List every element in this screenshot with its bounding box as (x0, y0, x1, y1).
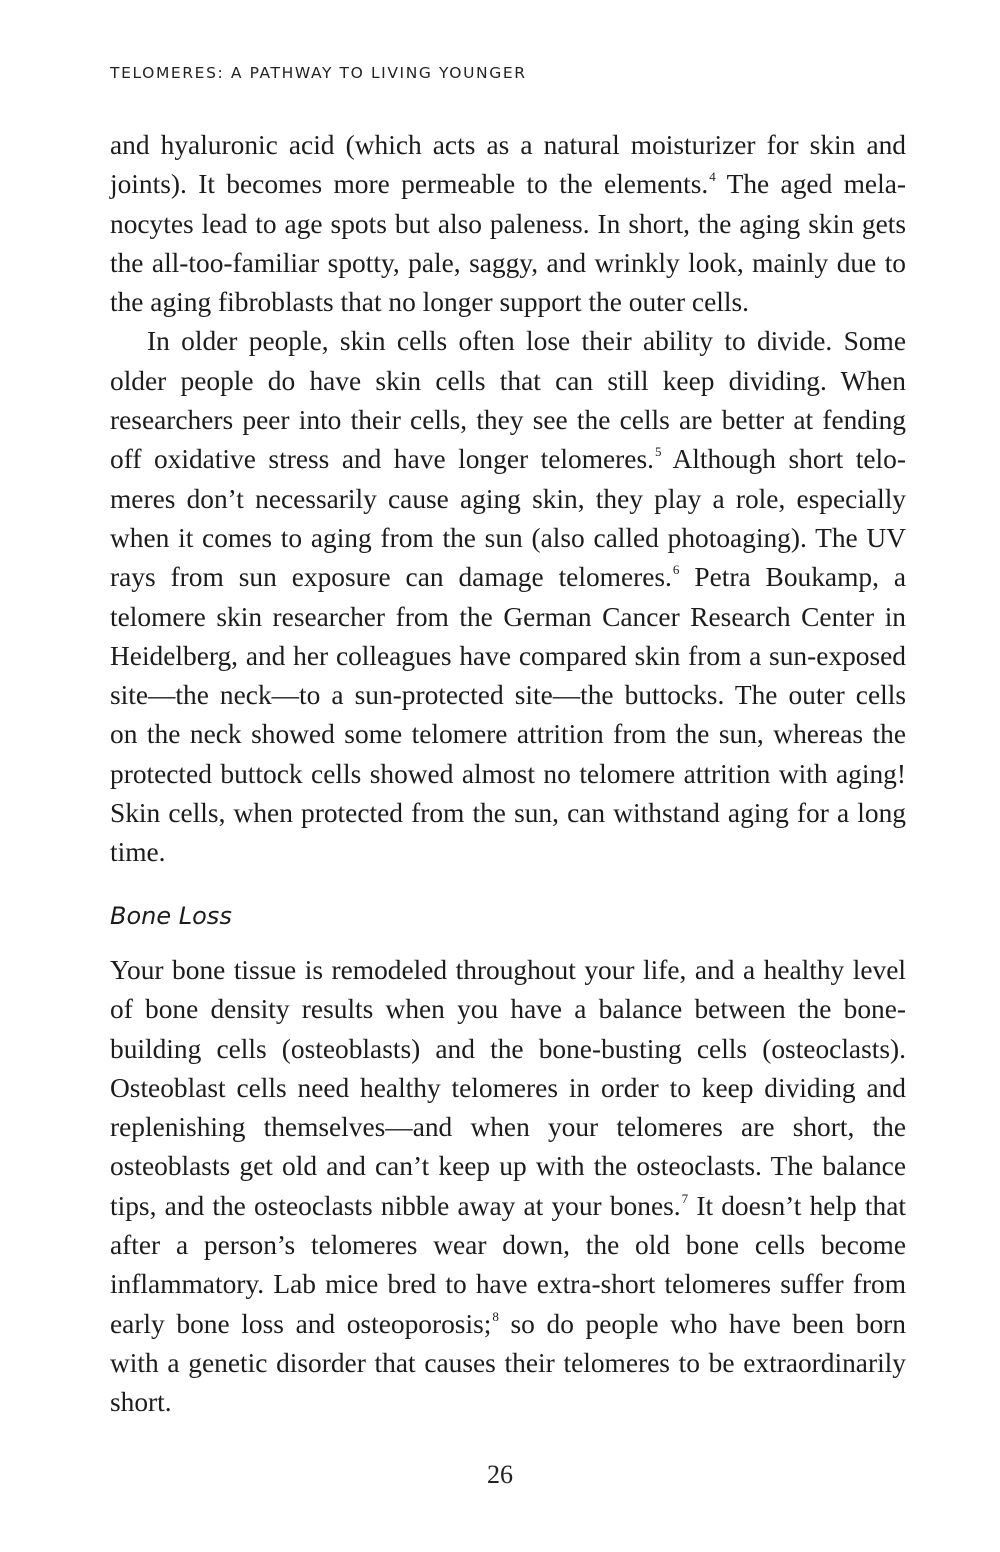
text-run: In older people, skin cells often lose their ability to divide. Some older people do have skin cells that can still keep dividing. When researchers peer into their cells, they see the cells are better at fending off oxidative stress and have longer telomeres. (110, 326, 906, 475)
paragraph-bone-loss (110, 951, 906, 1423)
text-run: so do people who have been born with a genetic disorder that causes their telomeres to be extraordinarily short. (110, 1308, 906, 1418)
footnote-marker: 6 (672, 562, 680, 578)
footnote-marker: 8 (492, 1308, 499, 1324)
page-number: 26 (487, 1460, 513, 1489)
body-text (110, 126, 906, 873)
text-run: and hyaluronic acid (which acts as a natural moisturizer for skin and joints). It becomes more permeable to the elements. (110, 130, 906, 200)
running-head: TELOMERES: A PATHWAY TO LIVING YOUNGER (110, 64, 527, 82)
footnote-marker: 4 (709, 169, 716, 185)
section-heading-bone-loss: Bone Loss (110, 902, 232, 930)
footnote-marker: 7 (681, 1190, 689, 1206)
footnote-marker: 5 (654, 444, 662, 460)
text-run: Petra Boukamp, a telomere skin researcher from the German Cancer Research Center in Heidelberg, and her colleagues have compared skin from a sun-exposed site—the neck—to a sun-protected site—the buttocks. The outer cells on the neck showed some telomere attrition from the sun, whereas the protected buttock cells showed almost no telomere attrition with aging! Skin cells, when protected from the sun, can withstand aging for a long time. (110, 562, 907, 868)
text-run: Although short telomeres don’t necessarily cause aging skin, they play a role, especially when it comes to aging from the sun (also called photoaging). The UV rays from sun exposure can damage telomeres. (110, 444, 906, 593)
section-body-text (110, 951, 906, 1423)
text-run: Your bone tissue is remodeled throughout your life, and a healthy level of bone density results when you have a balance between the bone-building cells (osteoblasts) and the bone-busting cells (osteoclasts). Osteoblast cells need healthy telomeres in order to keep dividing and replenishing themselves—and when your telomeres are short, the osteoblasts get old and can’t keep up with the osteoclasts. The balance tips, and the osteoclasts nibble away at your bones. (110, 955, 906, 1221)
paragraph-skin-cells-telomeres (110, 322, 906, 872)
text-run: It doesn’t help that after a person’s telomeres wear down, the old bone cells become inflammatory. Lab mice bred to have extra-short telomeres suffer from early bone loss and osteoporosis; (110, 1190, 906, 1339)
text-run: The aged melanocytes lead to age spots but also paleness. In short, the aging skin gets the all-too-familiar spotty, pale, saggy, and wrinkly look, mainly due to the aging fibroblasts that no longer support the outer cells. (110, 169, 906, 318)
paragraph-skin-aging-continued (110, 126, 906, 322)
